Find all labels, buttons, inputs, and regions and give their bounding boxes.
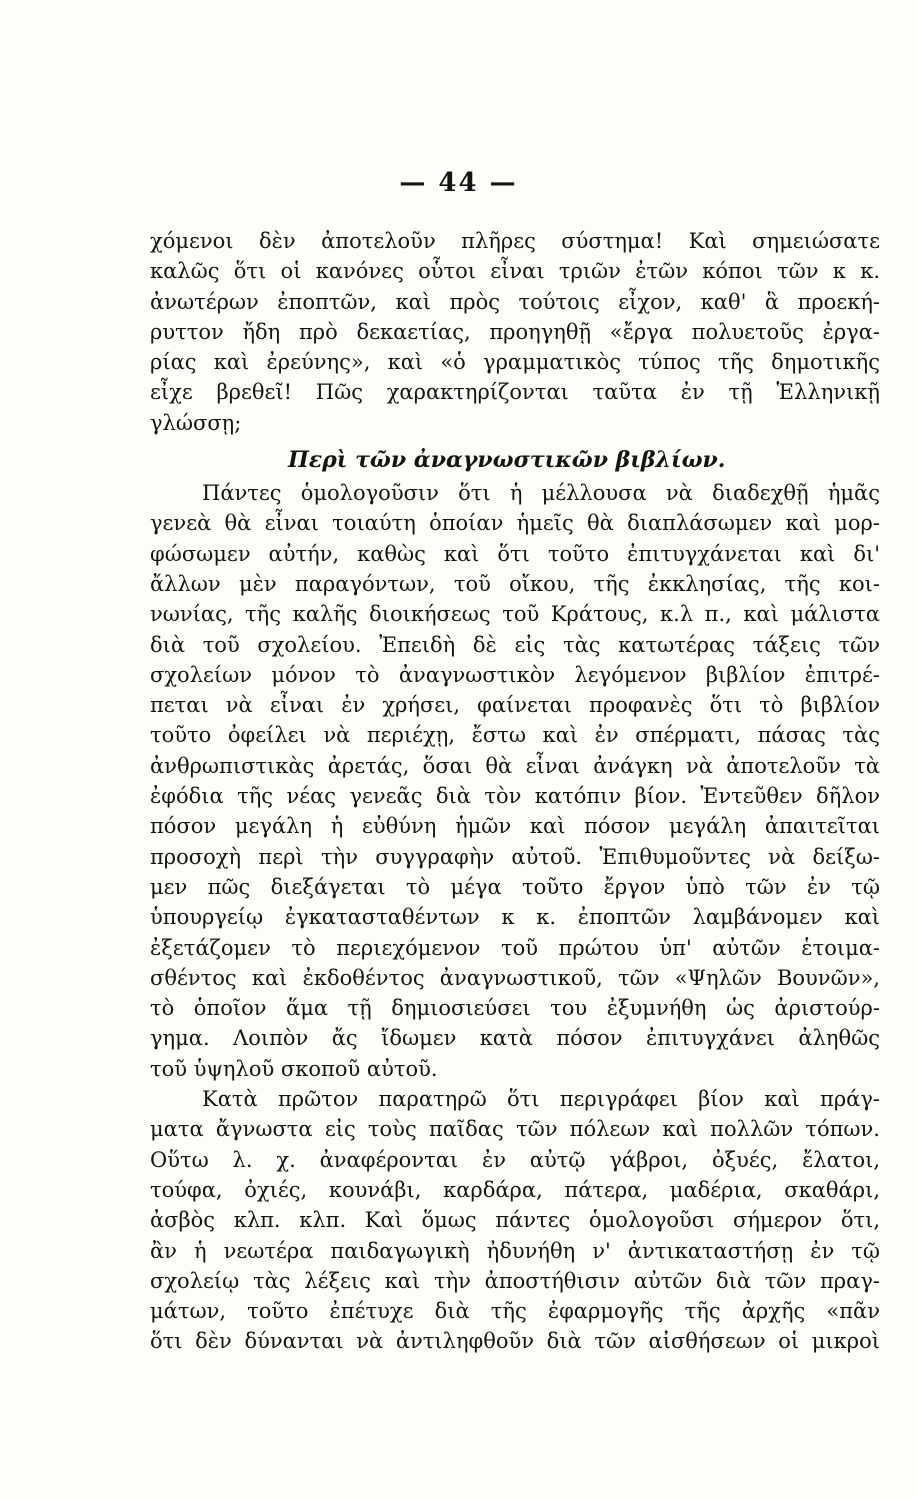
text-line: ἂν ἡ νεωτέρα παιδαγωγικὴ ἠδυνήθη ν' ἀντικαταστήσῃ ἐν τῷ <box>150 1238 880 1263</box>
text-line: φώσωμεν αὐτήν, καθὼς καὶ ὅτι τοῦτο ἐπιτυγχάνεται καὶ δι' <box>150 541 880 566</box>
text-line: ἐφόδια τῆς νέας γενεᾶς διὰ τὸν κατόπιν βίον. Ἐντεῦθεν δῆλον <box>150 784 880 809</box>
text-line: νωνίας, τῆς καλῆς διοικήσεως τοῦ Κράτους, κ.λ π., καὶ μάλιστα <box>150 602 880 627</box>
text-line: πεται νὰ εἶναι ἐν χρήσει, φαίνεται προφανὲς ὅτι τὸ βιβλίον <box>150 693 880 718</box>
text-line: γενεὰ θὰ εἶναι τοιαύτη ὁποίαν ἡμεῖς θὰ διαπλάσωμεν καὶ μορ- <box>150 511 880 536</box>
text-line: ματα ἄγνωστα εἰς τοὺς παῖδας τῶν πόλεων καὶ πολλῶν τόπων. <box>150 1117 880 1142</box>
text-line: Πάντες ὁμολογοῦσιν ὅτι ἡ μέλλουσα νὰ διαδεχθῇ ἡμᾶς <box>202 481 880 506</box>
text-line: ἀνθρωπιστικὰς ἀρετάς, ὅσαι θὰ εἶναι ἀνάγκη νὰ ἀποτελοῦν τὰ <box>150 753 880 778</box>
body-text <box>150 226 880 1357</box>
text-line: ἀσβὸς κλπ. κλπ. Καὶ ὅμως πάντες ὁμολογοῦσι σήμερον ὅτι, <box>150 1208 880 1233</box>
text-line: Κατὰ πρῶτον παρατηρῶ ὅτι περιγράφει βίον καὶ πράγ- <box>202 1087 880 1112</box>
text-line: ρίας καὶ ἐρεύνης», καὶ «ὁ γραμματικὸς τύπος τῆς δημοτικῆς <box>150 350 880 375</box>
text-line: ἀνωτέρων ἐποπτῶν, καὶ πρὸς τούτοις εἶχον, καθ' ἃ προεκή- <box>150 289 880 314</box>
text-line: τούφα, ὀχιές, κουνάβι, καρδάρα, πάτερα, μαδέρια, σκαθάρι, <box>150 1177 880 1202</box>
text-line: τοῦτο ὀφείλει νὰ περιέχῃ, ἔστω καὶ ἐν σπέρματι, πάσας τὰς <box>150 723 880 748</box>
text-line: ἐξετάζομεν τὸ περιεχόμενον τοῦ πρώτου ὑπ' αὐτῶν ἑτοιμα- <box>150 935 880 960</box>
section-heading: Περὶ τῶν ἀναγνωστικῶν βιβλίων. <box>288 447 726 474</box>
text-line: ὅτι δὲν δύνανται νὰ ἀντιληφθοῦν διὰ τῶν αἰσθήσεων οἱ μικροὶ <box>150 1329 880 1354</box>
text-line: γημα. Λοιπὸν ἄς ἴδωμεν κατὰ πόσον ἐπιτυγχάνει ἀληθῶς <box>150 1026 880 1051</box>
text-line: τὸ ὁποῖον ἅμα τῇ δημιοσιεύσει του ἐξυμνήθη ὡς ἀριστούρ- <box>150 996 880 1021</box>
text-line: ὑπουργείῳ ἐγκατασταθέντων κ κ. ἐποπτῶν λαμβάνομεν καὶ <box>150 905 880 930</box>
text-line: μάτων, τοῦτο ἐπέτυχε διὰ τῆς ἐφαρμογῆς τῆς ἀρχῆς «πᾶν <box>150 1299 880 1324</box>
text-line: σχολείων μόνον τὸ ἀναγνωστικὸν λεγόμενον βιβλίον ἐπιτρέ- <box>150 662 880 687</box>
text-line: εἶχε βρεθεῖ! Πῶς χαρακτηρίζονται ταῦτα ἐν τῇ Ἑλληνικῇ <box>150 380 880 405</box>
text-line: γλώσσῃ; <box>150 410 242 435</box>
text-line: σχολείῳ τὰς λέξεις καὶ τὴν ἀποστήθισιν αὐτῶν διὰ τῶν πραγ- <box>150 1268 880 1293</box>
text-line: μεν πῶς διεξάγεται τὸ μέγα τοῦτο ἔργον ὑπὸ τῶν ἐν τῷ <box>150 874 880 899</box>
page-number: — 44 — <box>399 168 518 198</box>
text-line: σθέντος καὶ ἐκδοθέντος ἀναγνωστικοῦ, τῶν «Ψηλῶν Βουνῶν», <box>150 965 880 990</box>
text-line: πόσον μεγάλη ἡ εὐθύνη ἡμῶν καὶ πόσον μεγάλη ἀπαιτεῖται <box>150 814 880 839</box>
text-line: ἄλλων μὲν παραγόντων, τοῦ οἴκου, τῆς ἐκκλησίας, τῆς κοι- <box>150 571 880 596</box>
text-line: καλῶς ὅτι οἱ κανόνες οὗτοι εἶναι τριῶν ἐτῶν κόποι τῶν κ κ. <box>150 259 880 284</box>
text-line: διὰ τοῦ σχολείου. Ἐπειδὴ δὲ εἰς τὰς κατωτέρας τάξεις τῶν <box>150 632 880 657</box>
text-line: ρυττον ἤδη πρὸ δεκαετίας, προηγηθῇ «ἔργα πολυετοῦς ἐργα- <box>150 319 880 344</box>
text-line: τοῦ ὑψηλοῦ σκοποῦ αὐτοῦ. <box>150 1056 438 1081</box>
text-line: προσοχὴ περὶ τὴν συγγραφὴν αὐτοῦ. Ἐπιθυμοῦντες νὰ δείξω- <box>150 844 880 869</box>
text-line: Οὕτω λ. χ. ἀναφέρονται ἐν αὐτῷ γάβροι, ὀξυές, ἔλατοι, <box>150 1147 880 1172</box>
text-line: χόμενοι δὲν ἀποτελοῦν πλῆρες σύστημα! Καὶ σημειώσατε <box>150 229 880 253</box>
